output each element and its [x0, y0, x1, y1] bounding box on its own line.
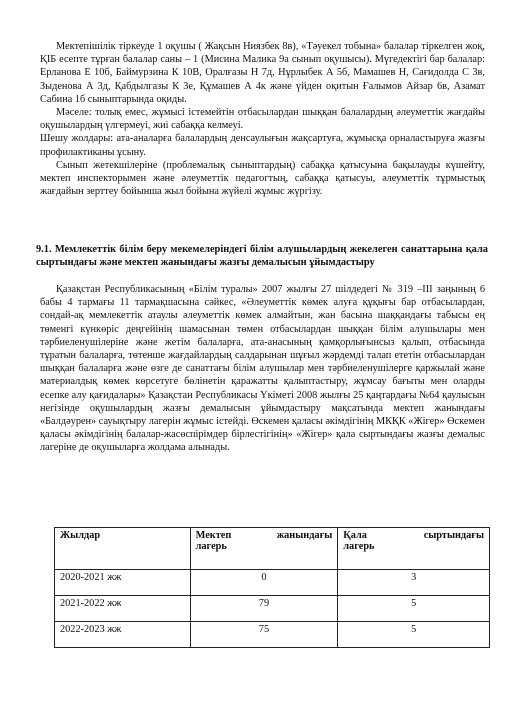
table-row	[55, 570, 490, 596]
paragraph-problem: Мәселе: толық емес, жұмысі істемейтін отбасылардан шыққан балалардың әлеуметтік жағдайы оқушылардың үлгермеуі, жиі сабаққа келмеуі.	[40, 107, 485, 132]
camp-statistics-table	[54, 527, 490, 648]
table-header-row	[55, 528, 490, 570]
cell-outside-count: 5	[338, 596, 490, 622]
header-school-camp: Мектеп жанындағы лагерь	[190, 528, 338, 570]
header-outside-camp: Қала сыртындағы лагерь	[338, 528, 490, 570]
paragraph-solution: Шешу жолдары: ата-аналарға балалардың денсаулығын жақсартуға, жұмысқа орналастыруға жазғы профилактиканы ұсыну.	[40, 133, 485, 158]
table-row	[55, 596, 490, 622]
table-row	[55, 622, 490, 648]
intro-section	[40, 40, 485, 198]
paragraph-class-teachers: Сынып жетекшілеріне (проблемалық сыныптардың) сабаққа қатысуына бақылауды күшейту, мектеп инспекторымен және әлеуметтік педагогтың, сабаққа қатысуы, әлеуметтік тұрмыстық жағдайын зерттеу бойынша жыл бойына жүйелі жұмыс жүргізу.	[40, 159, 485, 198]
section-heading: 9.1. Мемлекеттік білім беру мекемелеріндегі білім алушылардың жекелеген санаттарына қала сыртындағы және мектеп жанындағы жазғы демалысын ұйымдастыру	[36, 244, 488, 268]
cell-year: 2022-2023 жж	[55, 622, 191, 648]
header-years: Жылдар	[55, 528, 191, 570]
cell-outside-count: 5	[338, 622, 490, 648]
cell-year: 2020-2021 жж	[55, 570, 191, 596]
paragraph-registration: Мектепішілік тіркеуде 1 оқушы ( Жақсын Ниязбек 8в), «Тәуекел тобына» балалар тіркелген жоқ, ҚІБ есепте тұрған балалар саны – 1 (Мисина Малика 9а сынып оқушысы). Мүгедектігі бар балалар: Ерланова Е 10б, Баймурзина К 10В, Оралғазы Н 7д, Нұрлыбек А 5б, Мамашев Н, Сағидолда С 3в, Зыденова А 3д, Қабдылгазы К 3е, Құмашев А 4к және үйден оқитын Ғалымов Айзар 6в, Азамат Сабина 1б сыныптарында оқиды.	[40, 41, 485, 105]
cell-school-count: 0	[190, 570, 338, 596]
cell-year: 2021-2022 жж	[55, 596, 191, 622]
cell-school-count: 75	[190, 622, 338, 648]
cell-outside-count: 3	[338, 570, 490, 596]
law-section	[40, 283, 485, 455]
paragraph-law: Қазақстан Республикасының «Білім туралы» 2007 жылғы 27 шілдедегі № 319 –ІІІ заңының 6 бабы 4 тармағы 11 тармақшасына сәйкес, «Әлеуметтік көмек алуға құқығы бар отбасылардан, сондай-ақ мемлекеттік атаулы әлеуметтік көмек алмайтын, жан басына шаққандағы табысы ең төменгі күнкөріс деңгейінің шамасынан төмен отбасылардан шыққан білім алушылары мен тәрбиеленушілеріне және жетім балаларға, ата-анасының қамқорлығынсыз қалып, отбасында тұратын балаларға, төтенше жағдайлардың салдарынан шұғыл жәрдемді талап ететін отбасылардан шыққан балаларға және өзге де санаттағы білім алушылар мен тәрбиеленушілерге қаржылай және материалдық көмек көрсетуге бөлінетін қаражатты қалыптастыру, жұмсау бағыты мен оларды есепке алу қағидалары» Қазақстан Республикасы Үкіметі 2008 жылғы 25 қаңтардағы №64 қаулысын негізінде оқушылардың жазғы демалысын ұйымдастыру мақсатында мектеп жанындағы «Балдәурен» сауықтыру лагерін жұмыс істейді. Өскемен қаласы әкімдігінің МКҚК «Жігер» Өскемен қаласы әкімдігінің балалар-жасөспірімдер бірлестігінің» «Жігер» қала сыртындағы жазғы демалыс лагеріне де оқушыларға жолдама алынады.	[40, 284, 485, 454]
cell-school-count: 79	[190, 596, 338, 622]
